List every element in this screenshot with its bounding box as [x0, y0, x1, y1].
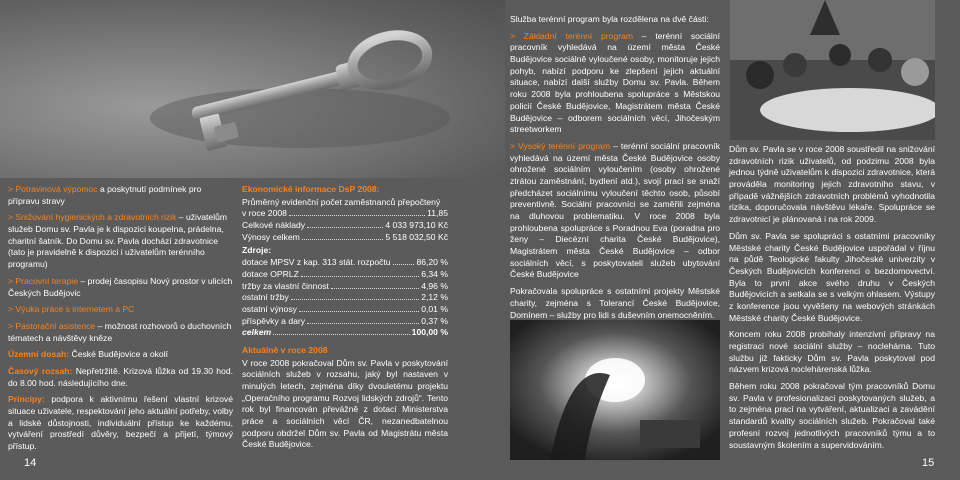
source-row: příspěvky a dary 0,37 %	[242, 315, 448, 326]
key-illustration	[0, 0, 505, 178]
finance-row: Výnosy celkem 5 518 032,50 Kč	[242, 231, 448, 242]
principles: Principy: podpora k aktivnímu řešení vlastní krizové situace uživatele, respektování jeho aktuální potřeby, volby a lidské důstojnosti, individuální přístup ke každému, vytváření prostředí důvěry, bezpečí a přijetí, týmový přístup.	[8, 394, 233, 452]
time-range: Časový rozsah: Nepřetržitě. Krizová lůžka od 19.30 hod. do 8.00 hod. následujícího dne.	[8, 365, 234, 388]
tunnel-photo	[510, 320, 720, 460]
average-staff-label: Průměrný evidenční počet zaměstnanců přepočtený	[242, 196, 441, 207]
right-column-updates	[729, 144, 935, 456]
source-row: ostatní tržby 2,12 %	[242, 292, 448, 303]
finance-row: v roce 2008 11,85	[242, 208, 448, 219]
territorial-reach: Územní dosah: České Budějovice a okolí	[8, 349, 169, 360]
arrow-icon: >	[8, 212, 14, 223]
list-item	[8, 212, 233, 270]
item-text: a poskytnutí podmínek pro přípravu stravy	[8, 184, 202, 206]
item-lead: Potravinová výpomoc	[15, 184, 98, 194]
item-lead: Výuka práce s internetem a PC	[15, 304, 135, 315]
arrow-icon: >	[8, 304, 14, 315]
item-text: – prodej časopisu Nový prostor v ulicích Českých Budějovic	[8, 275, 233, 298]
arrow-icon: >	[8, 184, 14, 194]
item-lead: Snižování hygienických a zdravotních rizik	[15, 212, 177, 223]
right-column-field-program	[510, 14, 720, 326]
paragraph: Dům sv. Pavla se spolupráci s ostatními pracovníky Městské charity České Budějovice uspořádal v říjnu na půdě Teologické fakulty Jihočeské univerzity v Českých Budějovicích konferenci o bezdomovectví. Byla to první akce svého druhu v Českých Budějovicích a setkala se s velkým ohlasem. Výstupy z konference jsou vyvěšeny na webových stránkách Městské charity České Budějovice.	[729, 230, 935, 323]
tunnel-illustration	[510, 320, 720, 460]
source-row: dotace MPSV z kap. 313 stát. rozpočtu 86,20 %	[242, 257, 448, 268]
paragraph: Koncem roku 2008 probíhaly intenzivní přípravy na registraci nové sociální služby – noclehárna. Tuto službu již fakticky Dům sv. Pavla poskytoval pod názvem krizová noclehárenská lůžka.	[729, 329, 935, 375]
finance-row: Celkové náklady 4 033 973,10 Kč	[242, 220, 448, 231]
left-column-services	[8, 184, 233, 458]
arrow-icon: >	[8, 320, 14, 331]
sources-label: Zdroje:	[242, 245, 272, 256]
economics-title: Ekonomické informace DsP 2008:	[242, 184, 380, 194]
list-item	[8, 304, 233, 316]
key-photo	[0, 0, 505, 178]
source-row: dotace OPRLZ 6,34 %	[242, 268, 448, 279]
list-item: > Základní terénní program – terénní sociální pracovník vyhledává na území města České Budějovice sociálně vyloučené osoby, monitoruje jejich pohyb, nabízí podporu ke zlepšení jejich aktuální situace, nabízí další služby Domu sv. Pavla. Během roku 2008 byla prohloubena spolupráce s Městskou policií České Budějovice, Magistrátem města České Budějovice – odborem sociálních věcí, Jihočeským streetworkem	[510, 30, 720, 135]
list-item	[8, 184, 233, 207]
cooperation-text: Pokračovala spolupráce s ostatními projekty Městské charity, zejména s Tolerancí České Budějovice, Domínem – služby pro lidi s duševním onemocněním.	[510, 286, 720, 320]
list-item	[8, 321, 233, 344]
source-row: ostatní výnosy 0,01 %	[242, 303, 448, 314]
left-column-economics	[242, 184, 448, 456]
current-year-text: V roce 2008 pokračoval Dům sv. Pavla v poskytování sociálních služeb v rozsahu, jaký byl nastaven v minulých letech, zejména díky dvouletému projektu „Operačního programu Rozvoj lidských zdrojů“. Tento rok byl financován převážně z dotací Ministerstva práce a sociálních věcí ČR, nezanedbatelnou podporu obdržel Dům sv. Pavla od Magistrátu města České Budějovice.	[242, 357, 448, 450]
item-text: – možnost rozhovorů o duchovních tématech a návštěvy kněze	[8, 320, 232, 343]
source-row: tržby za vlastní činnost 4,96 %	[242, 280, 448, 291]
arrow-icon: >	[8, 275, 14, 286]
paragraph: Dům sv. Pavla se v roce 2008 soustředil na snižování zdravotních rizik uživatelů, od podzimu 2008 byla jednou týdně uživatelům k dispozici zdravotnice, která prováděla monitoring jejich zdravotního stavu, v případě vážnějších zdravotních problémů vyhodnotila rizika, doporučovala návštěvu lékaře. Spolupráce se zdravotnicí je plánovaná i na rok 2009.	[729, 144, 935, 225]
total-row: celkem 100,00 %	[242, 327, 448, 338]
item-lead: Pracovní terapie	[15, 275, 78, 286]
arrow-icon: >	[510, 140, 516, 151]
people-photo	[730, 0, 935, 140]
item-lead: Pastorační asistence	[15, 320, 96, 331]
current-year-title: Aktuálně v roce 2008	[242, 344, 328, 355]
people-illustration	[730, 0, 935, 140]
paragraph: Během roku 2008 pokračoval tým pracovníků Domu sv. Pavla v profesionalizaci poskytovaných služeb, a to zejména prací na vytváření, aktualizaci a zavádění standardů kvality sociálních služeb. Pokračoval také profesní rozvoj jednotlivých pracovníků týmu a to soustavným školením a supervidováním.	[729, 381, 935, 450]
arrow-icon: >	[510, 30, 516, 41]
page-number-right: 15	[922, 457, 935, 469]
item-text: – uživatelům služeb Domu sv. Pavla je k dispozici koupelna, prádelna, charitní šatník. Do Domu sv. Pavla dochází zdravotnice (tato je pravidelně k dispozici i uživatelům terénního programu)	[8, 212, 228, 270]
page-number-left: 14	[24, 457, 37, 469]
list-item	[8, 276, 233, 299]
field-program-intro: Služba terénní program byla rozdělena na dvě části:	[510, 14, 709, 24]
list-item: > Vysoký terénní program – terénní sociální pracovník vyhledává na území města České Budějovice osoby ohrožené sociálním vyloučením (osoby ohrožené ztrátou zaměstnání, bydlení atd.), svojí prací se snaží předcházet sociálnímu vyloučení těchto osob, působí preventivně. Sociální pracovníci se zaměřili zejména na dluhovou problematiku. V roce 2008 byla prohloubena spolupráce s Poradnou Eva (poradna pro ženy – Diecézní charita České Budějovice), Magistrátem města České Budějovice – odbor sociálních věcí, s poskytovateli služeb ubytování České Budějovice	[510, 140, 720, 280]
